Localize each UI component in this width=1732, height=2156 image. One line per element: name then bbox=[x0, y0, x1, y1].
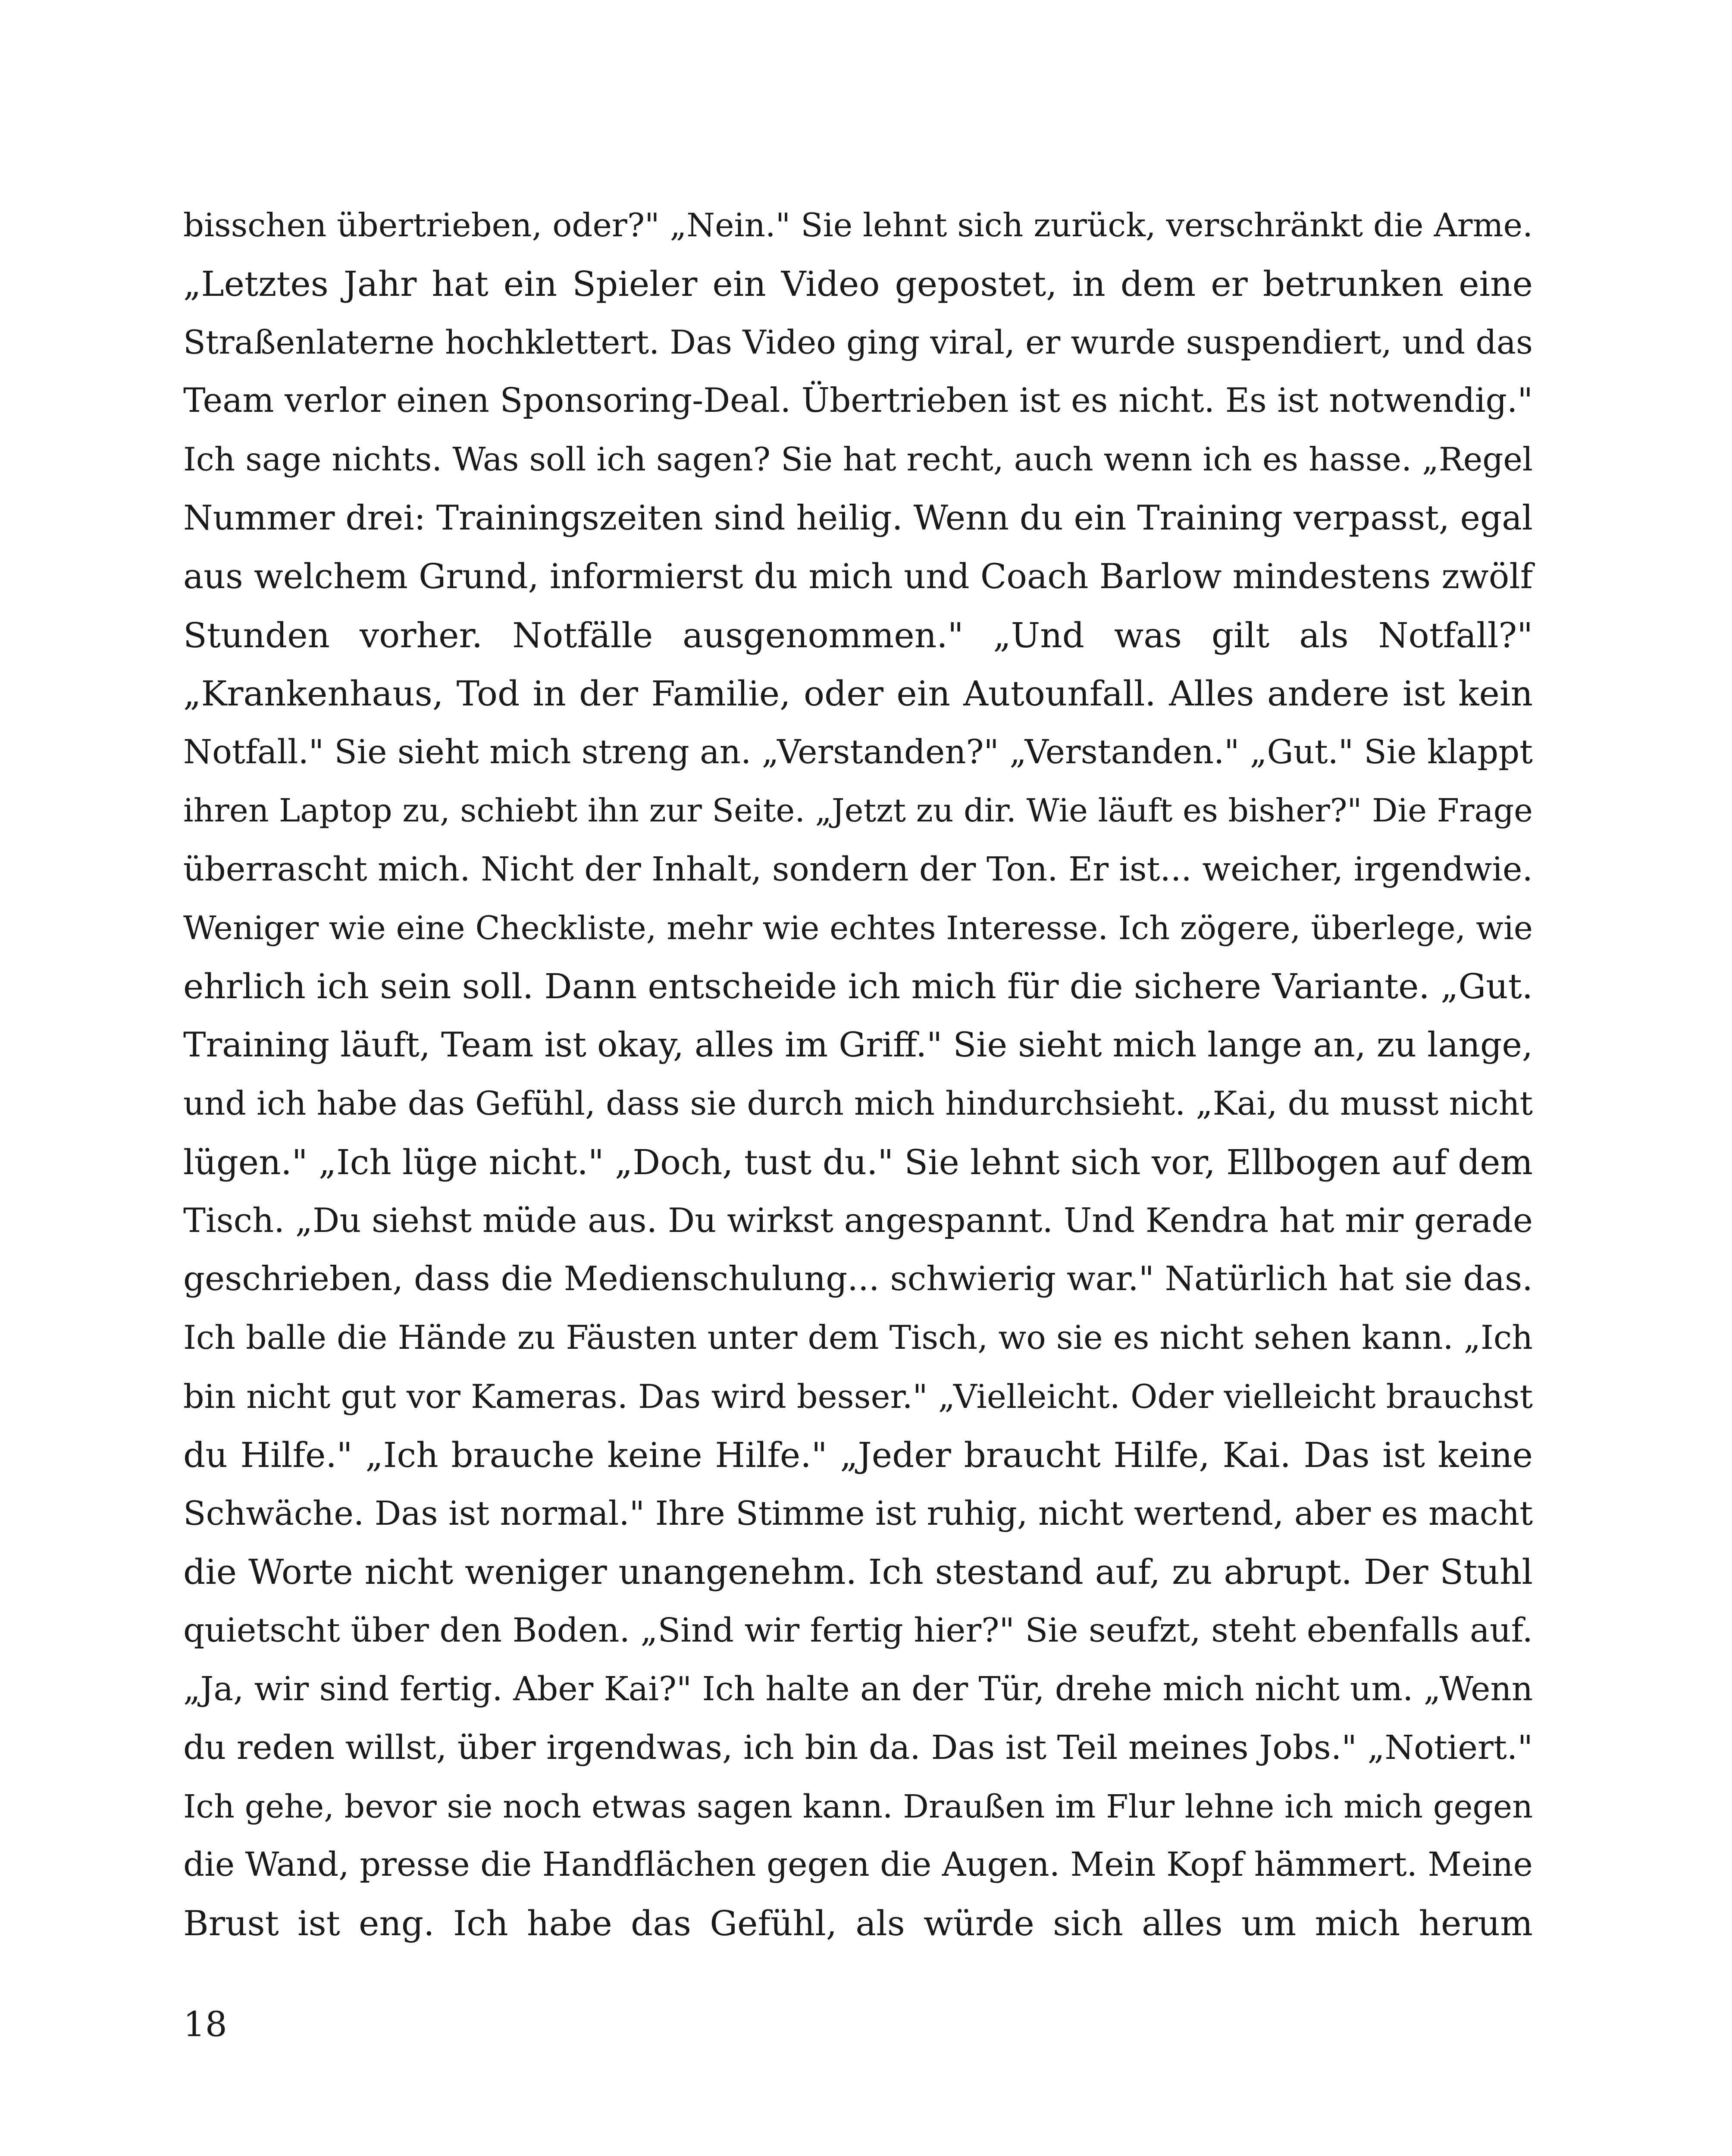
text-line: aus welchem Grund, informierst du mich und Coach Barlow mindestens zwölf bbox=[183, 556, 1533, 596]
text-line: Tisch. „Du siehst müde aus. Du wirkst angespannt. Und Kendra hat mir gerade bbox=[183, 1201, 1533, 1240]
text-line: du reden willst, über irgendwas, ich bin da. Das ist Teil meines Jobs." „Notiert." bbox=[183, 1728, 1533, 1767]
text-line: ehrlich ich sein soll. Dann entscheide ich mich für die sichere Variante. „Gut. bbox=[183, 966, 1533, 1007]
text-line: Ich balle die Hände zu Fäusten unter dem Tisch, wo sie es nicht sehen kann. „Ich bbox=[183, 1319, 1533, 1357]
text-line: ihren Laptop zu, schiebt ihn zur Seite. „Jetzt zu dir. Wie läuft es bisher?" Die Frage bbox=[183, 792, 1533, 829]
text-line: geschrieben, dass die Medienschulung... schwierig war." Natürlich hat sie das. bbox=[183, 1260, 1533, 1299]
text-line: Straßenlaterne hochklettert. Das Video ging viral, er wurde suspendiert, und das bbox=[183, 323, 1533, 361]
text-line: Stunden vorher. Notfälle ausgenommen." „Und was gilt als Notfall?" bbox=[183, 615, 1533, 655]
text-line: du Hilfe." „Ich brauche keine Hilfe." „Jeder braucht Hilfe, Kai. Das ist keine bbox=[183, 1435, 1533, 1475]
text-line: bin nicht gut vor Kameras. Das wird besser." „Vielleicht. Oder vielleicht brauchst bbox=[183, 1377, 1533, 1416]
text-line: „Krankenhaus, Tod in der Familie, oder ein Autounfall. Alles andere ist kein bbox=[183, 674, 1533, 714]
text-line: und ich habe das Gefühl, dass sie durch mich hindurchsieht. „Kai, du musst nicht bbox=[183, 1084, 1533, 1122]
text-line: Brust ist eng. Ich habe das Gefühl, als würde sich alles um mich herum bbox=[183, 1903, 1533, 1944]
text-line: bisschen übertrieben, oder?" „Nein." Sie lehnt sich zurück, verschränkt die Arme. bbox=[183, 206, 1533, 244]
text-line: Ich gehe, bevor sie noch etwas sagen kann. Draußen im Flur lehne ich mich gegen bbox=[183, 1787, 1533, 1825]
text-line: Training läuft, Team ist okay, alles im Griff." Sie sieht mich lange an, zu lange, bbox=[183, 1025, 1533, 1065]
text-line: „Letztes Jahr hat ein Spieler ein Video gepostet, in dem er betrunken eine bbox=[183, 263, 1533, 304]
page-number: 18 bbox=[183, 2004, 227, 2044]
text-line: die Worte nicht weniger unangenehm. Ich stestand auf, zu abrupt. Der Stuhl bbox=[183, 1552, 1533, 1592]
text-line: lügen." „Ich lüge nicht." „Doch, tust du." Sie lehnt sich vor, Ellbogen auf dem bbox=[183, 1142, 1533, 1182]
body-text bbox=[183, 196, 1533, 1953]
text-line: Nummer drei: Trainingszeiten sind heilig. Wenn du ein Training verpasst, egal bbox=[183, 498, 1533, 538]
text-line: quietscht über den Boden. „Sind wir fertig hier?" Sie seufzt, steht ebenfalls auf. bbox=[183, 1611, 1533, 1650]
text-line: „Ja, wir sind fertig. Aber Kai?" Ich halte an der Tür, drehe mich nicht um. „Wenn bbox=[183, 1670, 1533, 1708]
text-line: die Wand, presse die Handflächen gegen die Augen. Mein Kopf hämmert. Meine bbox=[183, 1846, 1533, 1884]
text-line: Team verlor einen Sponsoring-Deal. Übertrieben ist es nicht. Es ist notwendig." bbox=[183, 381, 1533, 420]
text-line: überrascht mich. Nicht der Inhalt, sondern der Ton. Er ist... weicher, irgendwie. bbox=[183, 850, 1533, 889]
text-line: Schwäche. Das ist normal." Ihre Stimme ist ruhig, nicht wertend, aber es macht bbox=[183, 1494, 1533, 1533]
text-line: Notfall." Sie sieht mich streng an. „Verstanden?" „Verstanden." „Gut." Sie klappt bbox=[183, 733, 1533, 772]
text-line: Weniger wie eine Checkliste, mehr wie echtes Interesse. Ich zögere, überlege, wie bbox=[183, 909, 1533, 947]
text-line: Ich sage nichts. Was soll ich sagen? Sie hat recht, auch wenn ich es hasse. „Regel bbox=[183, 440, 1533, 479]
